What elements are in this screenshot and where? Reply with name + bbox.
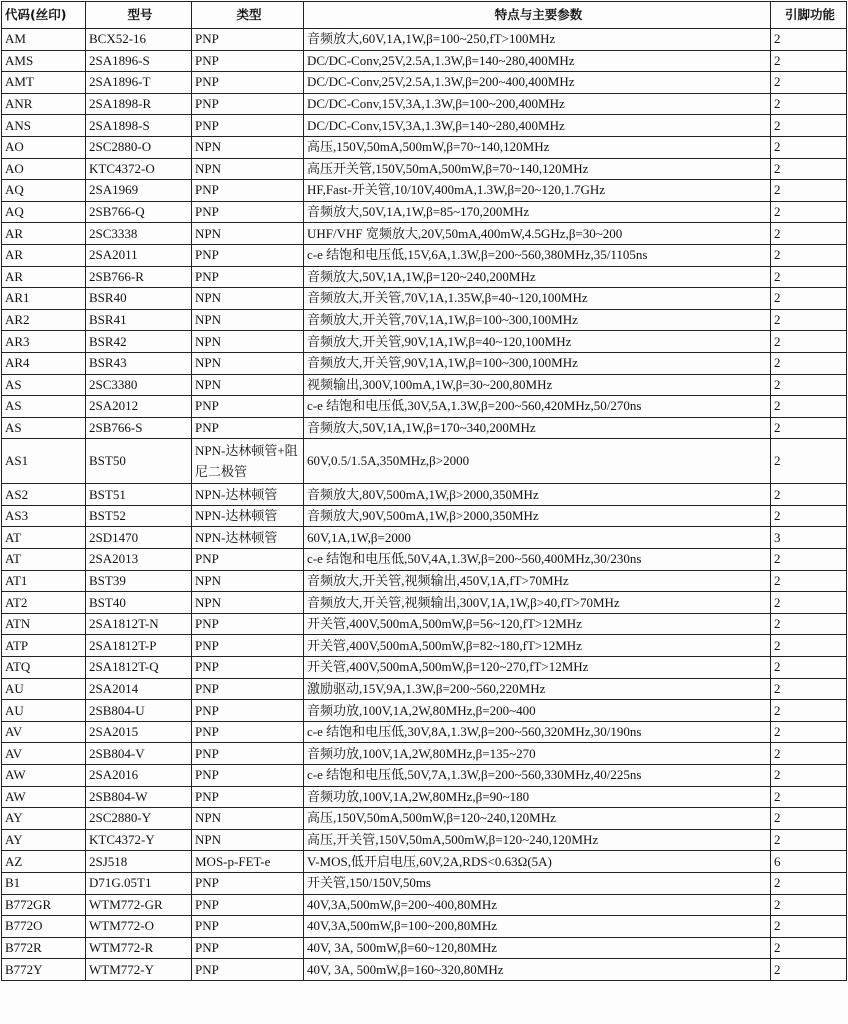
cell-pin-function: 2 [771,592,847,614]
cell-model: 2SA1812T-N [86,613,192,635]
table-row [2,223,847,245]
cell-features: 音频放大,50V,1A,1W,β=120~240,200MHz [304,266,771,288]
cell-type: NPN [192,158,304,180]
cell-code: AQ [2,201,86,223]
cell-pin-function: 2 [771,549,847,571]
cell-code: B772Y [2,959,86,981]
cell-type: PNP [192,786,304,808]
cell-pin-function: 2 [771,136,847,158]
cell-model: 2SA1896-S [86,50,192,72]
cell-type: NPN [192,592,304,614]
table-row [2,527,847,549]
table-row [2,115,847,137]
cell-pin-function: 2 [771,93,847,115]
cell-features: 音频放大,开关管,90V,1A,1W,β=40~120,100MHz [304,331,771,353]
cell-features: 音频放大,开关管,视频输出,450V,1A,fT>70MHz [304,570,771,592]
cell-type: PNP [192,700,304,722]
cell-features: 音频放大,60V,1A,1W,β=100~250,fT>100MHz [304,29,771,51]
table-row [2,180,847,202]
cell-model: 2SB804-W [86,786,192,808]
header-row [2,2,847,29]
cell-pin-function: 2 [771,613,847,635]
cell-features: 音频放大,开关管,70V,1A,1W,β=100~300,100MHz [304,309,771,331]
table-row [2,765,847,787]
cell-model: BST39 [86,570,192,592]
cell-model: 2SA1898-R [86,93,192,115]
table-row [2,613,847,635]
cell-pin-function: 2 [771,570,847,592]
cell-type: PNP [192,180,304,202]
cell-code: AS [2,396,86,418]
cell-type: NPN-达林顿管+阻尼二极管 [192,439,304,484]
cell-type: PNP [192,93,304,115]
cell-features: 高压,开关管,150V,50mA,500mW,β=120~240,120MHz [304,829,771,851]
table-row [2,570,847,592]
cell-model: BST52 [86,505,192,527]
table-row [2,309,847,331]
cell-type: PNP [192,549,304,571]
cell-code: AR3 [2,331,86,353]
cell-model: BSR43 [86,352,192,374]
cell-type: PNP [192,678,304,700]
table-row [2,721,847,743]
cell-pin-function: 2 [771,158,847,180]
cell-code: AMS [2,50,86,72]
cell-pin-function: 2 [771,244,847,266]
table-row [2,916,847,938]
cell-model: 2SB766-Q [86,201,192,223]
cell-model: 2SJ518 [86,851,192,873]
cell-features: 音频放大,50V,1A,1W,β=170~340,200MHz [304,417,771,439]
cell-model: BST50 [86,439,192,484]
header-type: 类型 [192,2,304,29]
cell-features: 40V,3A,500mW,β=100~200,80MHz [304,916,771,938]
cell-code: ATP [2,635,86,657]
cell-type: PNP [192,613,304,635]
cell-type: PNP [192,396,304,418]
cell-pin-function: 2 [771,894,847,916]
cell-type: PNP [192,417,304,439]
cell-code: AW [2,786,86,808]
cell-type: PNP [192,50,304,72]
cell-code: AT1 [2,570,86,592]
cell-features: 视频输出,300V,100mA,1W,β=30~200,80MHz [304,374,771,396]
cell-pin-function: 2 [771,201,847,223]
table-body [2,29,847,981]
cell-features: 音频放大,开关管,视频输出,300V,1A,1W,β>40,fT>70MHz [304,592,771,614]
cell-features: 40V, 3A, 500mW,β=60~120,80MHz [304,937,771,959]
cell-features: 60V,1A,1W,β=2000 [304,527,771,549]
cell-code: AW [2,765,86,787]
cell-model: WTM772-GR [86,894,192,916]
cell-features: 开关管,400V,500mA,500mW,β=56~120,fT>12MHz [304,613,771,635]
cell-pin-function: 2 [771,288,847,310]
cell-features: DC/DC-Conv,15V,3A,1.3W,β=100~200,400MHz [304,93,771,115]
cell-code: AS2 [2,484,86,506]
cell-pin-function: 3 [771,527,847,549]
table-row [2,331,847,353]
table-row [2,417,847,439]
cell-features: 开关管,150/150V,50ms [304,872,771,894]
header-model: 型号 [86,2,192,29]
table-row [2,288,847,310]
cell-features: 高压开关管,150V,50mA,500mW,β=70~140,120MHz [304,158,771,180]
cell-type: PNP [192,115,304,137]
cell-code: ATQ [2,657,86,679]
cell-type: NPN [192,288,304,310]
cell-model: 2SA1896-T [86,72,192,94]
cell-code: AO [2,136,86,158]
cell-features: 开关管,400V,500mA,500mW,β=82~180,fT>12MHz [304,635,771,657]
table-row [2,549,847,571]
table-row [2,396,847,418]
cell-model: 2SD1470 [86,527,192,549]
cell-features: 音频功放,100V,1A,2W,80MHz,β=135~270 [304,743,771,765]
cell-features: 40V,3A,500mW,β=200~400,80MHz [304,894,771,916]
cell-pin-function: 2 [771,635,847,657]
cell-code: AS [2,374,86,396]
cell-model: 2SC3338 [86,223,192,245]
table-row [2,635,847,657]
table-row [2,439,847,484]
cell-features: 音频功放,100V,1A,2W,80MHz,β=200~400 [304,700,771,722]
cell-features: 60V,0.5/1.5A,350MHz,β>2000 [304,439,771,484]
cell-code: AY [2,829,86,851]
table-row [2,29,847,51]
cell-code: B1 [2,872,86,894]
cell-code: B772O [2,916,86,938]
cell-model: 2SA2016 [86,765,192,787]
cell-pin-function: 2 [771,959,847,981]
cell-code: B772GR [2,894,86,916]
cell-type: PNP [192,743,304,765]
cell-code: AZ [2,851,86,873]
cell-model: 2SA2014 [86,678,192,700]
cell-features: c-e 结饱和电压低,30V,5A,1.3W,β=200~560,420MHz,50/270ns [304,396,771,418]
cell-code: AT2 [2,592,86,614]
cell-features: 激励驱动,15V,9A,1.3W,β=200~560,220MHz [304,678,771,700]
cell-features: 40V, 3A, 500mW,β=160~320,80MHz [304,959,771,981]
cell-model: 2SB804-U [86,700,192,722]
cell-code: AS1 [2,439,86,484]
cell-pin-function: 2 [771,29,847,51]
cell-pin-function: 2 [771,396,847,418]
cell-features: UHF/VHF 宽频放大,20V,50mA,400mW,4.5GHz,β=30~200 [304,223,771,245]
table-row [2,244,847,266]
cell-model: 2SA2013 [86,549,192,571]
cell-pin-function: 2 [771,331,847,353]
cell-type: PNP [192,765,304,787]
cell-features: 音频放大,90V,500mA,1W,β>2000,350MHz [304,505,771,527]
cell-type: PNP [192,244,304,266]
table-row [2,352,847,374]
cell-model: 2SA2011 [86,244,192,266]
cell-type: PNP [192,657,304,679]
cell-features: DC/DC-Conv,25V,2.5A,1.3W,β=140~280,400MHz [304,50,771,72]
cell-code: AY [2,808,86,830]
table-row [2,266,847,288]
table-row [2,872,847,894]
cell-pin-function: 2 [771,309,847,331]
cell-code: AR2 [2,309,86,331]
table-row [2,808,847,830]
table-row [2,829,847,851]
cell-features: 高压,150V,50mA,500mW,β=70~140,120MHz [304,136,771,158]
header-pin-function: 引脚功能 [771,2,847,29]
cell-model: 2SB766-R [86,266,192,288]
cell-type: NPN-达林顿管 [192,527,304,549]
cell-pin-function: 2 [771,743,847,765]
cell-code: AS3 [2,505,86,527]
cell-pin-function: 2 [771,829,847,851]
cell-model: 2SB804-V [86,743,192,765]
table-row [2,959,847,981]
cell-pin-function: 2 [771,721,847,743]
cell-type: NPN [192,331,304,353]
cell-code: ANR [2,93,86,115]
table-row [2,505,847,527]
table-row [2,851,847,873]
cell-model: 2SC2880-O [86,136,192,158]
cell-type: PNP [192,201,304,223]
cell-model: 2SC3380 [86,374,192,396]
cell-pin-function: 6 [771,851,847,873]
table-row [2,700,847,722]
table-row [2,158,847,180]
cell-code: ANS [2,115,86,137]
cell-model: KTC4372-O [86,158,192,180]
cell-model: BST40 [86,592,192,614]
cell-pin-function: 2 [771,657,847,679]
cell-type: NPN [192,808,304,830]
table-row [2,201,847,223]
cell-code: AQ [2,180,86,202]
cell-type: NPN [192,352,304,374]
cell-type: NPN [192,829,304,851]
cell-model: D71G.05T1 [86,872,192,894]
cell-model: BCX52-16 [86,29,192,51]
table-row [2,937,847,959]
cell-model: BSR41 [86,309,192,331]
cell-code: AU [2,678,86,700]
cell-model: BST51 [86,484,192,506]
cell-features: 音频放大,50V,1A,1W,β=85~170,200MHz [304,201,771,223]
cell-code: AT [2,549,86,571]
cell-type: PNP [192,937,304,959]
cell-type: PNP [192,916,304,938]
table-row [2,50,847,72]
cell-model: 2SA1898-S [86,115,192,137]
table-row [2,93,847,115]
cell-code: AO [2,158,86,180]
cell-type: MOS-p-FET-e [192,851,304,873]
cell-pin-function: 2 [771,786,847,808]
cell-type: PNP [192,266,304,288]
cell-pin-function: 2 [771,484,847,506]
cell-features: V-MOS,低开启电压,60V,2A,RDS<0.63Ω(5A) [304,851,771,873]
cell-type: NPN-达林顿管 [192,484,304,506]
cell-code: AR4 [2,352,86,374]
table-row [2,374,847,396]
cell-pin-function: 2 [771,180,847,202]
cell-model: 2SA1969 [86,180,192,202]
table-row [2,484,847,506]
cell-model: BSR40 [86,288,192,310]
cell-pin-function: 2 [771,937,847,959]
cell-model: BSR42 [86,331,192,353]
cell-type: PNP [192,959,304,981]
cell-type: NPN [192,570,304,592]
cell-code: AM [2,29,86,51]
cell-type: PNP [192,72,304,94]
cell-model: WTM772-O [86,916,192,938]
cell-features: c-e 结饱和电压低,50V,7A,1.3W,β=200~560,330MHz,40/225ns [304,765,771,787]
cell-pin-function: 2 [771,352,847,374]
cell-features: 音频放大,80V,500mA,1W,β>2000,350MHz [304,484,771,506]
cell-features: HF,Fast-开关管,10/10V,400mA,1.3W,β=20~120,1.7GHz [304,180,771,202]
table-row [2,657,847,679]
cell-code: AS [2,417,86,439]
cell-pin-function: 2 [771,374,847,396]
cell-code: AR [2,223,86,245]
cell-pin-function: 2 [771,678,847,700]
cell-model: 2SA2012 [86,396,192,418]
cell-code: AV [2,743,86,765]
cell-code: AU [2,700,86,722]
cell-features: c-e 结饱和电压低,15V,6A,1.3W,β=200~560,380MHz,35/1105ns [304,244,771,266]
cell-features: DC/DC-Conv,25V,2.5A,1.3W,β=200~400,400MHz [304,72,771,94]
cell-code: AT [2,527,86,549]
header-code: 代码(丝印) [2,2,86,29]
cell-model: 2SB766-S [86,417,192,439]
cell-features: 音频放大,开关管,70V,1A,1.35W,β=40~120,100MHz [304,288,771,310]
cell-code: B772R [2,937,86,959]
cell-features: 开关管,400V,500mA,500mW,β=120~270,fT>12MHz [304,657,771,679]
cell-pin-function: 2 [771,266,847,288]
cell-code: AR [2,266,86,288]
table-row [2,786,847,808]
cell-model: 2SA1812T-P [86,635,192,657]
cell-code: ATN [2,613,86,635]
cell-features: 音频功放,100V,1A,2W,80MHz,β=90~180 [304,786,771,808]
cell-code: AR [2,244,86,266]
cell-features: 音频放大,开关管,90V,1A,1W,β=100~300,100MHz [304,352,771,374]
cell-model: 2SA2015 [86,721,192,743]
header-features: 特点与主要参数 [304,2,771,29]
cell-features: DC/DC-Conv,15V,3A,1.3W,β=140~280,400MHz [304,115,771,137]
table-row [2,678,847,700]
cell-type: NPN [192,374,304,396]
cell-code: AMT [2,72,86,94]
cell-model: 2SA1812T-Q [86,657,192,679]
table-row [2,592,847,614]
cell-type: PNP [192,894,304,916]
cell-type: PNP [192,29,304,51]
cell-pin-function: 2 [771,505,847,527]
cell-pin-function: 2 [771,417,847,439]
cell-pin-function: 2 [771,50,847,72]
cell-model: WTM772-R [86,937,192,959]
cell-pin-function: 2 [771,808,847,830]
cell-code: AR1 [2,288,86,310]
cell-pin-function: 2 [771,765,847,787]
cell-type: PNP [192,721,304,743]
cell-pin-function: 2 [771,439,847,484]
cell-features: 高压,150V,50mA,500mW,β=120~240,120MHz [304,808,771,830]
cell-type: PNP [192,635,304,657]
cell-pin-function: 2 [771,223,847,245]
cell-pin-function: 2 [771,916,847,938]
cell-features: c-e 结饱和电压低,30V,8A,1.3W,β=200~560,320MHz,30/190ns [304,721,771,743]
cell-pin-function: 2 [771,72,847,94]
cell-type: NPN-达林顿管 [192,505,304,527]
cell-pin-function: 2 [771,115,847,137]
cell-type: NPN [192,309,304,331]
cell-code: AV [2,721,86,743]
cell-model: WTM772-Y [86,959,192,981]
cell-type: NPN [192,136,304,158]
transistor-spec-table [1,1,847,981]
cell-pin-function: 2 [771,700,847,722]
table-row [2,894,847,916]
cell-model: KTC4372-Y [86,829,192,851]
cell-type: NPN [192,223,304,245]
table-row [2,136,847,158]
cell-features: c-e 结饱和电压低,50V,4A,1.3W,β=200~560,400MHz,30/230ns [304,549,771,571]
table-row [2,72,847,94]
cell-model: 2SC2880-Y [86,808,192,830]
cell-type: PNP [192,872,304,894]
cell-pin-function: 2 [771,872,847,894]
table-row [2,743,847,765]
